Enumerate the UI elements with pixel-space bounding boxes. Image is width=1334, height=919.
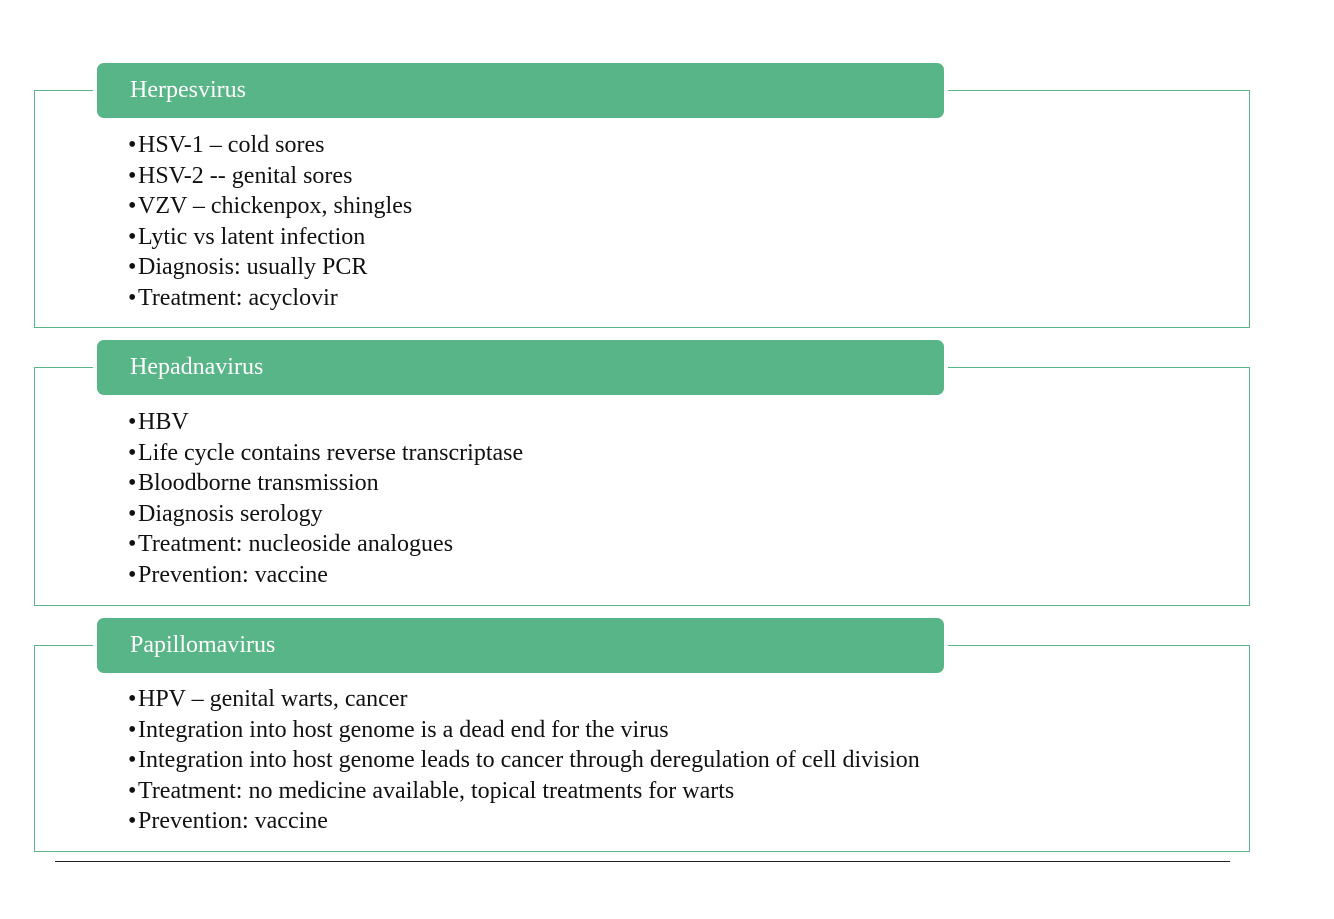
bullet-icon: • xyxy=(128,500,137,527)
list-item: •HBV xyxy=(128,407,523,438)
list-item: •Life cycle contains reverse transcriptase xyxy=(128,438,523,469)
papillomavirus-list xyxy=(128,684,920,837)
list-item: •VZV – chickenpox, shingles xyxy=(128,191,412,222)
list-item: •Prevention: vaccine xyxy=(128,806,920,837)
footer-divider xyxy=(55,861,1230,862)
list-item: •Bloodborne transmission xyxy=(128,468,523,499)
bullet-icon: • xyxy=(128,747,137,774)
list-item: •Treatment: acyclovir xyxy=(128,283,412,314)
list-item: •Lytic vs latent infection xyxy=(128,222,412,253)
bullet-icon: • xyxy=(128,132,137,158)
bullet-icon: • xyxy=(128,223,137,250)
section-header-herpesvirus: Herpesvirus xyxy=(97,63,944,118)
list-item: •Treatment: no medicine available, topical treatments for warts xyxy=(128,776,920,807)
list-item: •HSV-2 -- genital sores xyxy=(128,161,412,192)
list-item: •HSV-1 – cold sores xyxy=(128,130,412,161)
herpesvirus-list xyxy=(128,130,412,314)
bullet-icon: • xyxy=(128,254,137,281)
bullet-icon: • xyxy=(128,808,137,835)
bullet-icon: • xyxy=(128,193,137,220)
bullet-icon: • xyxy=(128,777,137,804)
section-header-papillomavirus: Papillomavirus xyxy=(97,618,944,673)
list-item: •Integration into host genome is a dead end for the virus xyxy=(128,715,920,746)
bullet-icon: • xyxy=(128,284,137,311)
bullet-icon: • xyxy=(128,686,137,712)
list-item: •Prevention: vaccine xyxy=(128,560,523,591)
bullet-icon: • xyxy=(128,531,137,558)
list-item: •Diagnosis serology xyxy=(128,499,523,530)
bullet-icon: • xyxy=(128,162,137,189)
bullet-icon: • xyxy=(128,470,137,497)
list-item: •Integration into host genome leads to cancer through deregulation of cell division xyxy=(128,745,920,776)
list-item: •HPV – genital warts, cancer xyxy=(128,684,920,715)
bullet-icon: • xyxy=(128,716,137,743)
bullet-icon: • xyxy=(128,561,137,588)
bullet-icon: • xyxy=(128,409,137,435)
list-item: •Diagnosis: usually PCR xyxy=(128,252,412,283)
hepadnavirus-list xyxy=(128,407,523,591)
section-header-hepadnavirus: Hepadnavirus xyxy=(97,340,944,395)
list-item: •Treatment: nucleoside analogues xyxy=(128,529,523,560)
bullet-icon: • xyxy=(128,439,137,466)
